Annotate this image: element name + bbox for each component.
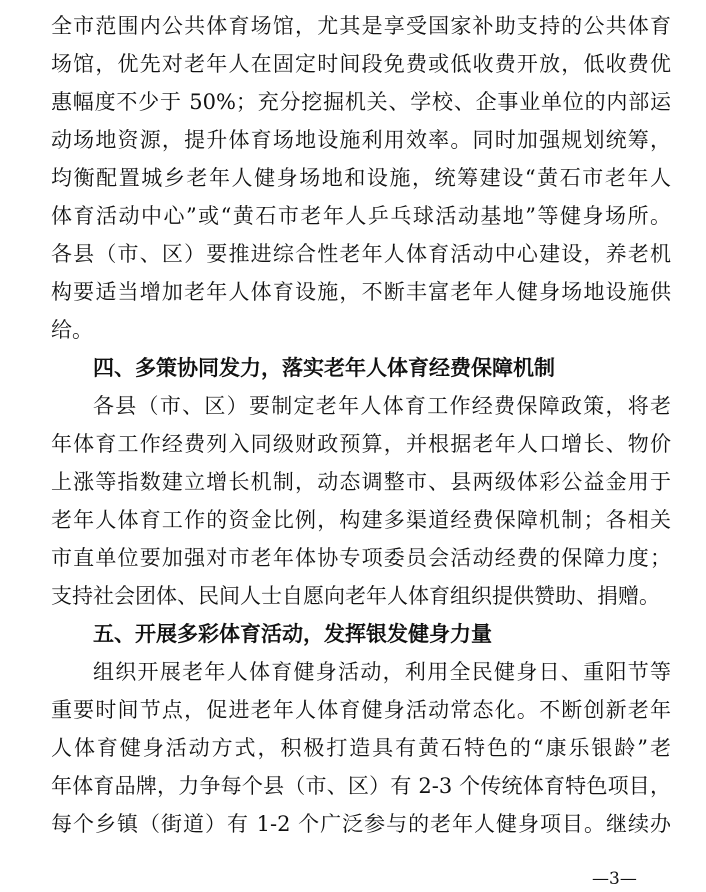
text-line: 各县（市、区）要推进综合性老年人体育活动中心建设，养老机 — [51, 242, 671, 266]
text-line: 给。 — [51, 318, 93, 342]
text-line: 重要时间节点，促进老年人体育健身活动常态化。不断创新老年 — [51, 698, 671, 722]
text-line: 支持社会团体、民间人士自愿向老年人体育组织提供赞助、捐赠。 — [51, 584, 660, 608]
page-number: —3— — [592, 869, 637, 889]
section-heading-4: 四、多策协同发力，落实老年人体育经费保障机制 — [93, 356, 555, 380]
text-line: 市直单位要加强对市老年体协专项委员会活动经费的保障力度； — [51, 546, 671, 570]
text-line: 场馆，优先对老年人在固定时间段免费或低收费开放，低收费优 — [51, 52, 671, 76]
text-line: 人体育健身活动方式，积极打造具有黄石特色的“康乐银龄”老 — [51, 736, 671, 760]
text-line: 年体育品牌，力争每个县（市、区）有 2-3 个传统体育特色项目， — [51, 774, 671, 798]
text-line: 每个乡镇（街道）有 1-2 个广泛参与的老年人健身项目。继续办 — [51, 812, 671, 836]
text-line: 老年人体育工作的资金比例，构建多渠道经费保障机制；各相关 — [51, 508, 671, 532]
text-line: 构要适当增加老年人体育设施，不断丰富老年人健身场地设施供 — [51, 280, 671, 304]
text-line: 年体育工作经费列入同级财政预算，并根据老年人口增长、物价 — [51, 432, 671, 456]
text-line: 惠幅度不少于 50%；充分挖掘机关、学校、企事业单位的内部运 — [51, 90, 671, 114]
section-heading-5: 五、开展多彩体育活动，发挥银发健身力量 — [93, 622, 492, 646]
text-line: 组织开展老年人体育健身活动，利用全民健身日、重阳节等 — [93, 660, 671, 684]
text-line: 体育活动中心”或“黄石市老年人乒乓球活动基地”等健身场所。 — [51, 204, 671, 228]
text-line: 均衡配置城乡老年人健身场地和设施，统筹建设“黄石市老年人 — [51, 166, 671, 190]
text-line: 动场地资源，提升体育场地设施利用效率。同时加强规划统筹， — [51, 128, 671, 152]
text-line: 各县（市、区）要制定老年人体育工作经费保障政策，将老 — [93, 394, 671, 418]
text-line: 全市范围内公共体育场馆，尤其是享受国家补助支持的公共体育 — [51, 14, 671, 38]
text-line: 上涨等指数建立增长机制，动态调整市、县两级体彩公益金用于 — [51, 470, 671, 494]
